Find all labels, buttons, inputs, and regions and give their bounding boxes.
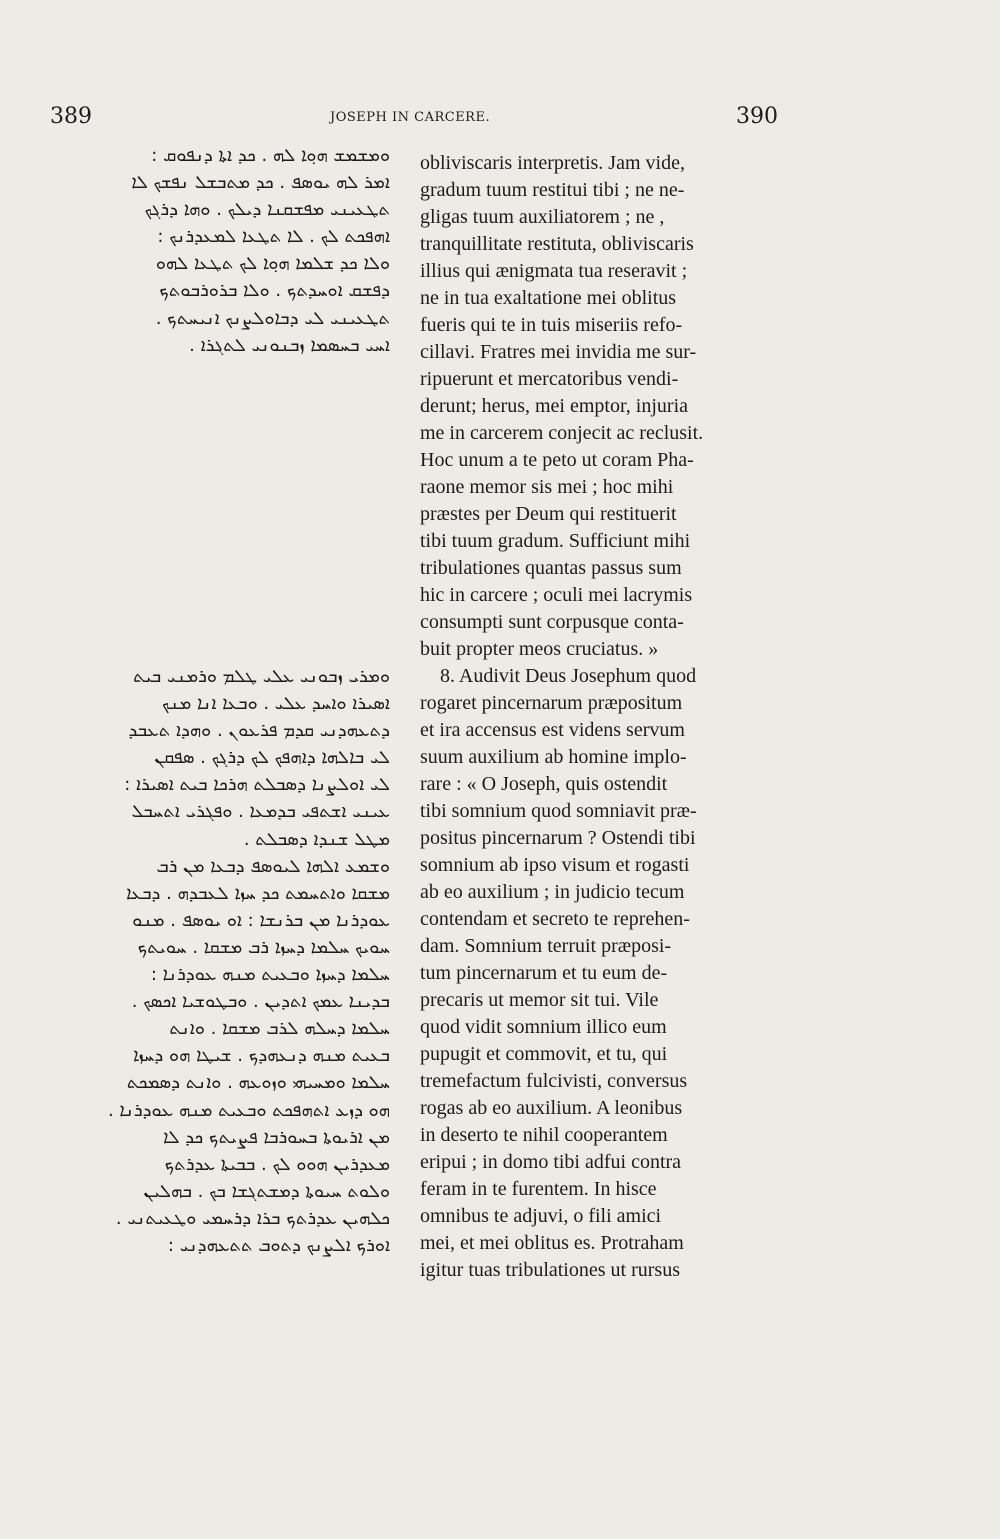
syriac-text-line: ܗܘ ܕܙܥ ܐܬܗܦܟܬ ܘܒܥܝܬ ܡܢܗ ܥܘܕܪܢܐ .: [107, 1099, 390, 1121]
latin-text-line: Hoc unum a te peto ut coram Pha-: [420, 449, 694, 471]
running-title: JOSEPH IN CARCERE.: [330, 110, 491, 125]
latin-text-line: contendam et secreto te reprehen-: [420, 908, 690, 930]
syriac-text-line: ܐܗܦܟܬ ܠܟ . ܠܐ ܬܛܥܐ ܠܡܥܕܪܢܟ :: [157, 226, 390, 248]
syriac-text-line: ܘܫܡܥ ܐܠܗܐ ܠܝܘܣܦ ܕܒܥܐ ܡܢ ܪܒ: [156, 855, 390, 877]
latin-text-line: precaris ut memor sit tui. Vile: [420, 989, 659, 1011]
syriac-text-line: ܡܫܩܐ ܘܐܬܚܡܬ ܟܕ ܚܙܐ ܠܥܒܕܗ . ܕܒܥܐ: [126, 882, 390, 904]
syriac-text-line: ܥܝܢܝ ܐܫܬܦܝ ܒܕܡܥܐ . ܘܦܓܪܝ ܐܬܚܒܠ: [131, 801, 390, 823]
latin-text-line: tibi tuum gradum. Sufficiunt mihi: [420, 530, 691, 552]
syriac-text-line: ܐܘܪܟ ܐܠܨܢܟ ܕܬܘܒ ܬܬܥܗܕܢܝ :: [167, 1234, 390, 1256]
right-page-number: 390: [736, 104, 778, 129]
latin-text-line: 8. Audivit Deus Josephum quod: [440, 665, 697, 687]
latin-text-line: obliviscaris interpretis. Jam vide,: [420, 152, 685, 174]
latin-text-line: omnibus te adjuvi, o fili amici: [420, 1205, 662, 1227]
syriac-text-line: ܠܝ ܐܘܠܨܢܐ ܕܣܒܠܬ ܗܪܟܐ ܒܝܬ ܐܣܝܪܐ :: [124, 774, 390, 796]
latin-text-line: gligas tuum auxiliatorem ; ne ,: [420, 206, 665, 228]
latin-text-line: præstes per Deum qui restituerit: [420, 503, 677, 525]
syriac-text-line: ܥܘܕܪܢܐ ܡܢ ܒܪܢܫܐ : ܐܘ ܝܘܣܦ . ܡܢܘ: [132, 909, 390, 931]
latin-text-line: illius qui ænigmata tua reseravit ;: [420, 260, 688, 282]
latin-text-line: derunt; herus, mei emptor, injuria: [420, 395, 689, 417]
latin-text-line: ripuerunt et mercatoribus vendi-: [420, 368, 679, 390]
latin-text-line: raone memor sis mei ; hoc mihi: [420, 476, 674, 498]
syriac-text-line: ܚܠܡܐ ܘܡܚܝܗܝ ܘܙܘܥܗ . ܘܐܢܬ ܕܣܡܟܬ: [126, 1072, 390, 1094]
syriac-text-line: ܚܠܡܐ ܕܚܠܗ ܠܪܒ ܡܫܩܐ . ܘܐܢܬ: [169, 1018, 390, 1040]
latin-translation-column: [420, 150, 778, 1284]
syriac-text-line: ܡܛܠ ܫܢܕܐ ܕܣܒܠܬ .: [243, 828, 390, 850]
latin-text-line: buit propter meos cruciatus. »: [420, 638, 659, 660]
latin-text-line: tremefactum fulcivisti, conversus: [420, 1070, 688, 1092]
latin-text-line: et ira accensus est videns servum: [420, 719, 685, 741]
syriac-text-line: ܟܠܗܝܢ ܥܕܪܬܟ ܒܪܐ ܕܪܚܡܝ ܘܛܥܝܬܢܝ .: [115, 1207, 390, 1229]
latin-text-line: in deserto te nihil cooperantem: [420, 1124, 668, 1146]
syriac-text-line: ܬܛܥܝܢܝ ܠܝ ܕܒܐܘܠܨܢܟ ܐܢܝܚܬܟ .: [155, 307, 390, 329]
latin-text-line: pupugit et commovit, et tu, qui: [420, 1043, 668, 1065]
latin-text-line: mei, et mei oblitus es. Protraham: [420, 1232, 684, 1254]
latin-text-line: tranquillitate restituta, obliviscaris: [420, 233, 694, 255]
syriac-text-line: ܡܥܕܪܝܢ ܗܘܘ ܠܟ . ܒܒܝܬܐ ܥܕܪܬܟ: [164, 1153, 390, 1175]
latin-text-line: positus pincernarum ? Ostendi tibi: [420, 827, 696, 849]
syriac-text-line: ܐܣܝܪܐ ܘܐܚܕ ܥܠܝ . ܘܒܥܐ ܐܢܐ ܡܢܟ: [161, 693, 390, 715]
latin-text-line: fueris qui te in tuis miseriis refo-: [420, 314, 683, 336]
syriac-text-line: ܬܛܥܝܢܝ ܡܦܫܩܢܐ ܕܝܠܟ . ܘܗܐ ܕܪܓܟ: [144, 199, 390, 221]
syriac-text-line: ܐܡܪ ܠܗ ܝܘܣܦ . ܟܕ ܡܬܒܫܠ ܢܦܫܟ ܠܐ: [131, 172, 390, 194]
latin-text-line: me in carcerem conjecit ac reclusit.: [420, 422, 704, 444]
latin-text-line: dam. Somnium terruit præposi-: [420, 935, 672, 957]
syriac-text-block-1: [50, 142, 390, 359]
latin-text-line: ne in tua exaltatione mei oblitus: [420, 287, 677, 309]
latin-text-line: suum auxilium ab homine implo-: [420, 746, 687, 768]
syriac-text-line: ܠܝ ܒܐܠܗܐ ܕܐܗܦܟ ܠܟ ܕܪܓܟ . ܣܦܩܢ: [154, 747, 390, 769]
latin-text-line: gradum tuum restitui tibi ; ne ne-: [420, 179, 685, 201]
latin-text-line: feram in te furentem. In hisce: [420, 1178, 657, 1200]
latin-text-line: rogaret pincernarum præpositum: [420, 692, 683, 714]
left-page-number: 389: [50, 104, 92, 129]
syriac-text-line: ܐܚܝ ܒܚܣܡܐ ܙܒܢܘܢܝ ܠܬܓܪܐ .: [189, 334, 390, 356]
syriac-text-line: ܘܠܘܬ ܚܝܘܬܐ ܕܡܫܬܓܫܐ ܒܟ . ܒܗܠܝܢ: [143, 1180, 390, 1202]
latin-text-line: consumpti sunt corpusque conta-: [420, 611, 684, 633]
latin-text-line: tum pincernarum et tu eum de-: [420, 962, 668, 984]
latin-text-line: cillavi. Fratres mei invidia me sur-: [420, 341, 697, 363]
syriac-text-line: ܕܦܫܩ ܐܘܚܕܬܟ . ܘܠܐ ܒܪܘܪܒܘܬܟ: [159, 280, 390, 302]
latin-text-line: hic in carcere ; oculi mei lacrymis: [420, 584, 693, 606]
syriac-text-line: ܘܡܫܡܫ ܗܘ݂ܐ ܠܗ . ܟܕ ܐܬܐ ܕܢܦܘܩ :: [151, 145, 390, 166]
latin-text-line: rogas ab eo auxilium. A leonibus: [420, 1097, 683, 1119]
syriac-text-line: ܚܠܡܐ ܕܚܙܐ ܘܒܥܝܬ ܡܢܗ ܥܘܕܪܢܐ :: [150, 964, 390, 986]
latin-text-line: tribulationes quantas passus sum: [420, 557, 682, 579]
syriac-text-line: ܘܡܪܝ ܙܒܘܢܝ ܥܠܝ ܛܠܡ ܘܪܡܢܝ ܒܝܬ: [133, 666, 390, 687]
latin-text-line: eripui ; in domo tibi adfui contra: [420, 1151, 682, 1173]
syriac-text-line: ܚܘܝܟ ܚܠܡܐ ܕܚܙܐ ܪܒ ܡܫܩܐ . ܚܘܝܬܟ: [137, 936, 390, 958]
syriac-text-line: ܡܢ ܐܪܝܘܬܐ ܒܚܘܪܒܐ ܦܨܝܬܟ ܟܕ ܠܐ: [163, 1126, 390, 1148]
latin-text-line: igitur tuas tribulationes ut rursus: [420, 1259, 680, 1281]
latin-text-line: somnium ab ipso visum et rogasti: [420, 854, 690, 876]
syriac-text-line: ܒܥܝܬ ܡܢܗ ܕܢܥܗܕܟ . ܫܝܛܐ ܗܘ ܕܚܙܐ: [133, 1045, 390, 1067]
latin-text-line: ab eo auxilium ; in judicio tecum: [420, 881, 685, 903]
latin-text-line: rare : « O Joseph, quis ostendit: [420, 773, 668, 795]
syriac-text-line: ܕܬܥܗܕܢܝ ܩܕܡ ܦܪܥܘܢ . ܘܗܕܐ ܬܥܒܕ: [128, 720, 390, 742]
syriac-text-block-2: [50, 663, 390, 1259]
latin-text-line: quod vidit somnium illico eum: [420, 1016, 667, 1038]
latin-text-line: tibi somnium quod somniavit præ-: [420, 800, 697, 822]
syriac-text-line: ܘܠܐ ܟܕ ܫܠܡܐ ܗܘ݂ܐ ܠܟ ܬܛܥܐ ܠܗܘ: [155, 253, 390, 275]
syriac-text-line: ܒܕܝܢܐ ܥܡܟ ܐܬܕܝܢ . ܘܒܛܘܫܝܐ ܐܟܣܟ .: [131, 991, 390, 1013]
